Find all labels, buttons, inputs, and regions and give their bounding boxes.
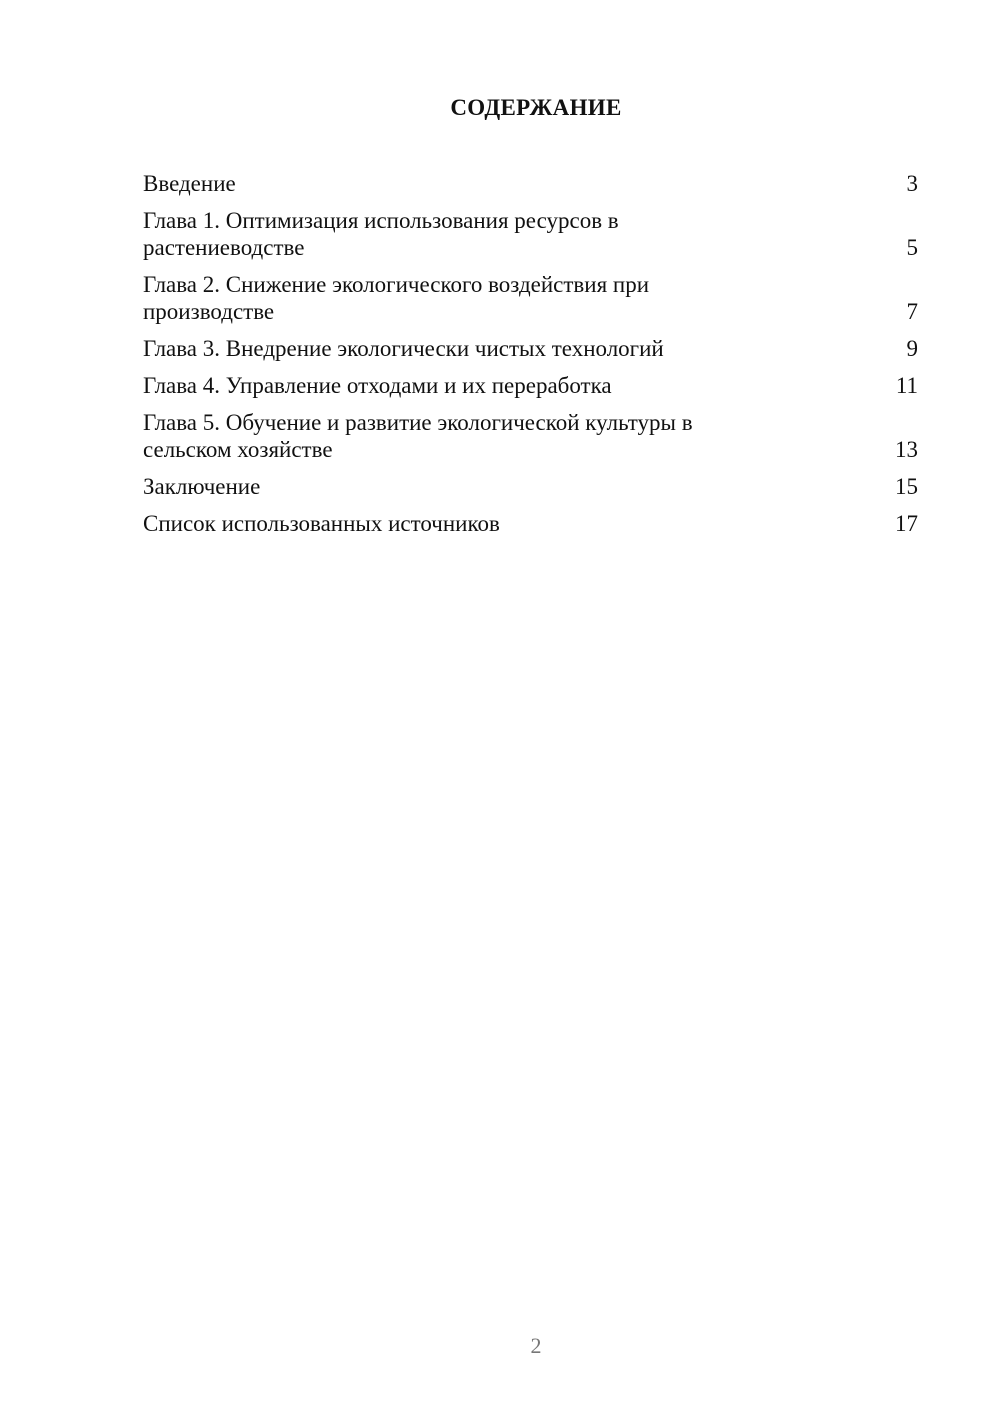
toc-entry[interactable] [143,473,918,500]
toc-entry[interactable] [143,510,918,537]
toc-entry-title: Глава 1. Оптимизация использования ресурсов в растениеводстве [143,208,619,260]
toc-entry[interactable] [143,335,918,362]
toc-entry-title: Глава 2. Снижение экологического воздействия при производстве [143,272,650,324]
toc-entry[interactable] [143,409,918,463]
toc-entry-page: 15 [895,474,918,499]
toc-entry-page: 9 [906,336,918,361]
toc-entry-title: Глава 3. Внедрение экологически чистых технологий [143,336,664,361]
toc-entry-page: 3 [906,171,918,196]
toc-entry-page: 17 [895,511,918,536]
toc-entry-page: 5 [906,235,918,260]
page-title: СОДЕРЖАНИЕ [450,95,622,120]
toc-entry-page: 13 [895,437,918,462]
toc-entry-title: Глава 4. Управление отходами и их переработка [143,373,612,398]
toc-entry-page: 11 [895,373,918,398]
toc-entry[interactable] [143,170,918,197]
toc-entry-title: Введение [143,171,236,196]
toc-entry-title: Список использованных источников [143,511,500,536]
toc-entry[interactable] [143,372,918,399]
toc-entry-page: 7 [906,299,918,324]
page-number: 2 [530,1333,542,1358]
toc-entry[interactable] [143,271,918,325]
toc-entry-title: Глава 5. Обучение и развитие экологической культуры в сельском хозяйстве [143,410,693,462]
table-of-contents [143,170,918,547]
toc-entry-title: Заключение [143,474,261,499]
toc-entry[interactable] [143,207,918,261]
